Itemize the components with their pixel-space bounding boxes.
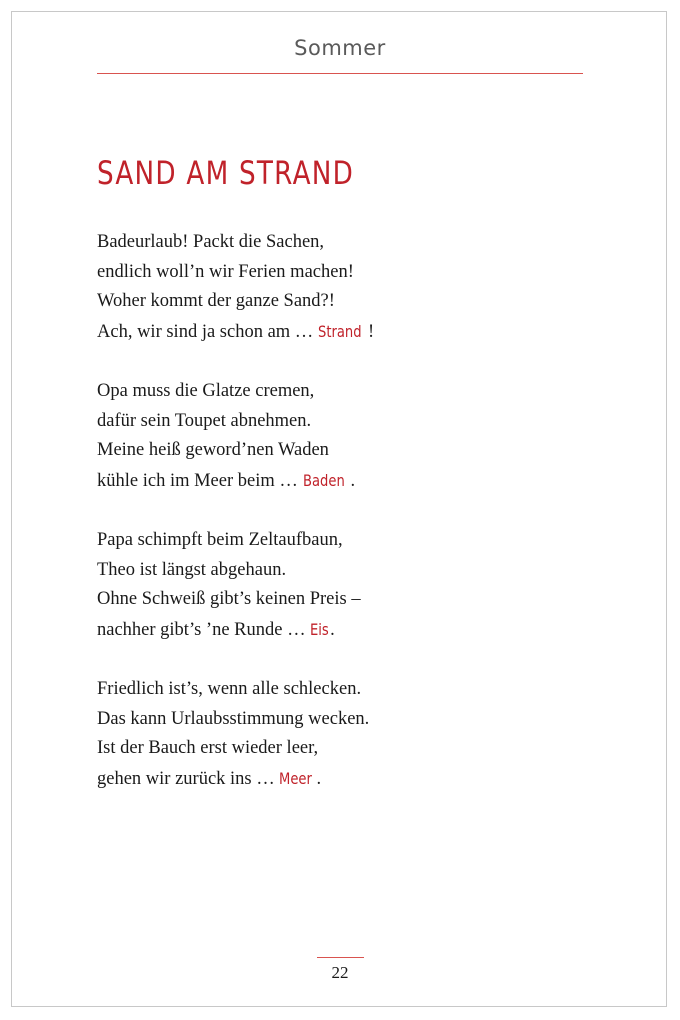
line-text: kühle ich im Meer beim …: [97, 470, 298, 491]
poem-title: SAND AM STRAND: [97, 154, 355, 192]
poem-line: Meine heiß geword’nen Waden: [97, 440, 329, 460]
poem-line-final: [97, 764, 577, 795]
poem-line: endlich woll’n wir Ferien machen!: [97, 261, 354, 282]
running-head: Sommer: [294, 36, 386, 60]
line-text: gehen wir zurück ins …: [97, 768, 275, 789]
stanza-4: [97, 675, 577, 794]
poem-line-final: [97, 466, 577, 497]
rhyme-word: Strand: [317, 321, 362, 341]
footer-rule: [317, 957, 364, 958]
stanza-3: [97, 526, 577, 645]
rhyme-word: Eis: [310, 619, 329, 639]
rhyme-word: Baden: [302, 470, 345, 490]
poem-line: Friedlich ist’s, wenn alle schlecken.: [97, 679, 362, 699]
end-punctuation: .: [316, 768, 322, 789]
line-text: nachher gibt’s ’ne Runde …: [97, 619, 306, 640]
poem-line: Opa muss die Glatze cremen,: [97, 381, 315, 401]
poem-line: Ohne Schweiß gibt’s keinen Preis –: [97, 589, 361, 609]
poem-line-final: [97, 317, 577, 348]
header-rule: [97, 73, 583, 74]
poem-line: Papa schimpft beim Zeltaufbaun,: [97, 530, 343, 550]
poem-line: Badeurlaub! Packt die Sachen,: [97, 232, 325, 252]
page-number: 22: [331, 963, 349, 982]
rhyme-word: Meer: [279, 768, 313, 788]
poem-line: Woher kommt der ganze Sand?!: [97, 291, 335, 311]
poem-body: [97, 228, 577, 824]
poem-line: Theo ist längst abgehaun.: [97, 559, 287, 580]
stanza-1: [97, 228, 577, 347]
end-punctuation: !: [368, 321, 375, 342]
end-punctuation: .: [350, 470, 356, 491]
poem-line: dafür sein Toupet abnehmen.: [97, 410, 312, 431]
poem-line: Das kann Urlaubsstimmung wecken.: [97, 708, 370, 729]
poem-line-final: [97, 615, 577, 646]
stanza-2: [97, 377, 577, 496]
line-text: Ach, wir sind ja schon am …: [97, 321, 314, 342]
end-punctuation: .: [330, 619, 335, 640]
poem-line: Ist der Bauch erst wieder leer,: [97, 738, 319, 758]
